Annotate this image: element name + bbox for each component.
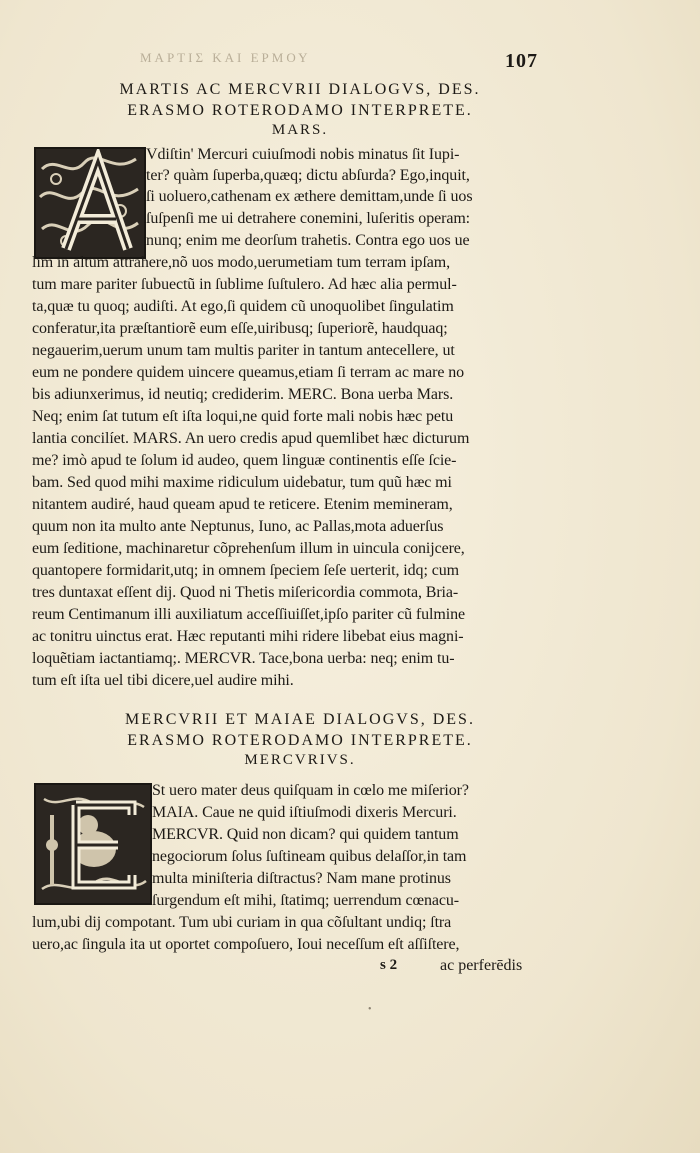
text-line: multa miniſteria diſtractus? Nam mane protinus xyxy=(152,870,451,887)
text-line: negauerim,uerum unum tam multis pariter in tantum antecellere, ut xyxy=(32,342,455,359)
text-line: Neq; enim ſat tutum eſt iſta loqui,ne quid forte mali nobis hæc petu xyxy=(32,408,454,425)
text-line: nunq; enim me deorſum trahetis. Contra ego uos ue xyxy=(146,232,470,249)
text-line: ta,quæ tu quoq; audiſti. At ego,ſi quidem cũ unoquolibet ſingulatim xyxy=(32,298,454,315)
text-line: tum eſt iſta uel tibi dicere,uel audire mihi. xyxy=(32,672,294,689)
text-line: bam. Sed quod mihi maxime ridiculum uidebatur, tum quũ hæc mi xyxy=(32,474,452,491)
text-line: tres duntaxat eſſent dij. Quod ni Thetis miſericordia commota, Bria- xyxy=(32,584,459,601)
text-line: me? imò apud te ſolum id audeo, quem linguæ continentis eſſe ſcie- xyxy=(32,452,457,469)
dialogue1-title-line2: ERASMO ROTERODAMO INTERPRETE. xyxy=(127,102,473,119)
signature-mark: s 2 xyxy=(380,957,398,973)
text-line: uero,ac ſingula ita ut oportet compoſuero, Ioui neceſſum eſt aſſiſtere, xyxy=(32,936,460,953)
text-line: tum mare pariter ſubuectũ in ſublime ſuſtulero. Ad hæc alia permul- xyxy=(32,276,457,293)
text-line: eum ſeditione, machinaretur cõprehenſum illum in uincula conijcere, xyxy=(32,540,465,557)
text-line: conferatur,ita præſtantiorẽ eum eſſe,uiribusq; ſuperiorẽ, haudquaq; xyxy=(32,320,448,337)
text-line: quantopere formidarit,utq; in omnem ſpeciem ſeſe uerterit, idq; cum xyxy=(32,562,459,579)
decorated-initial-a xyxy=(34,147,146,259)
text-line: ſuſpenſi me ui detrahere conemini, luſeritis operam: xyxy=(146,210,471,227)
text-line: negociorum ſolus ſuſtineam quibus delaſſor,in tam xyxy=(152,848,467,865)
text-line: MAIA. Caue ne quid iſtiuſmodi dixeris Mercuri. xyxy=(152,804,457,821)
dialogue2-title-line1: MERCVRII ET MAIAE DIALOGVS, DES. xyxy=(125,711,475,728)
text-line: ac tonitru uinctus erat. Hæc reputanti mihi ridere libebat eius magni- xyxy=(32,628,464,645)
text-line: St uero mater deus quiſquam in cœlo me miſerior? xyxy=(152,782,469,799)
text-line: ſurgendum eſt mihi, ſtatimq; uerrendum cœnacu- xyxy=(152,892,460,909)
dialogue1-title-line1: MARTIS AC MERCVRII DIALOGVS, DES. xyxy=(119,81,481,98)
text-line: MERCVR. Quid non dicam? qui quidem tantum xyxy=(152,826,459,843)
folio-number: 107 xyxy=(505,50,538,72)
dialogue2-title-line2: ERASMO ROTERODAMO INTERPRETE. xyxy=(127,732,473,749)
show-through-running-head: ΜΑΡΤΙΣ ΚΑΙ ΕΡΜΟΥ xyxy=(140,50,311,65)
text-line: lim in altum attrahere,nõ uos modo,uerumetiam tum terram ipſam, xyxy=(32,254,451,271)
text-line: lum,ubi dij compotant. Tum ubi curiam in qua cõſultant undiq; ſtra xyxy=(32,914,452,931)
text-line: Vdiſtin' Mercuri cuiuſmodi nobis minatus ſit Iupi- xyxy=(146,146,460,163)
catchword: ac perferēdis xyxy=(440,957,523,974)
text-line: ter? quàm ſuperba,quæq; dictu abſurda? Ego,inquit, xyxy=(146,167,470,184)
text-line: ſi uoluero,cathenam ex æthere demittam,unde ſi uos xyxy=(146,188,473,205)
text-line: quum non ita multo ante Neptunus, Iuno, ac Pallas,mota aduerſus xyxy=(32,518,444,535)
text-line: lantia concilíet. MARS. An uero credis apud quemlibet hæc dicturum xyxy=(32,430,470,447)
decorated-initial-e xyxy=(34,783,152,905)
text-line: nitantem audiré, haud queam apud te reticere. Etenim memineram, xyxy=(32,496,453,513)
text-line: reum Centimanum illi auxiliatum acceſſiuiſſet,ipſo pariter cũ fulmine xyxy=(32,606,465,623)
dialogue2-speaker: MERCVRIVS. xyxy=(244,752,356,768)
ink-speck: • xyxy=(368,1004,372,1015)
text-line: loquẽtiam iactantiamq;. MERCVR. Tace,bona uerba: neq; enim tu- xyxy=(32,650,455,667)
text-line: bis adiunxerimus, id neutiq; crediderim. MERC. Bona uerba Mars. xyxy=(32,386,454,403)
dialogue1-speaker: MARS. xyxy=(271,122,329,138)
text-line: eum ne pondere quidem uincere queamus,etiam ſi terram ac mare no xyxy=(32,364,465,381)
